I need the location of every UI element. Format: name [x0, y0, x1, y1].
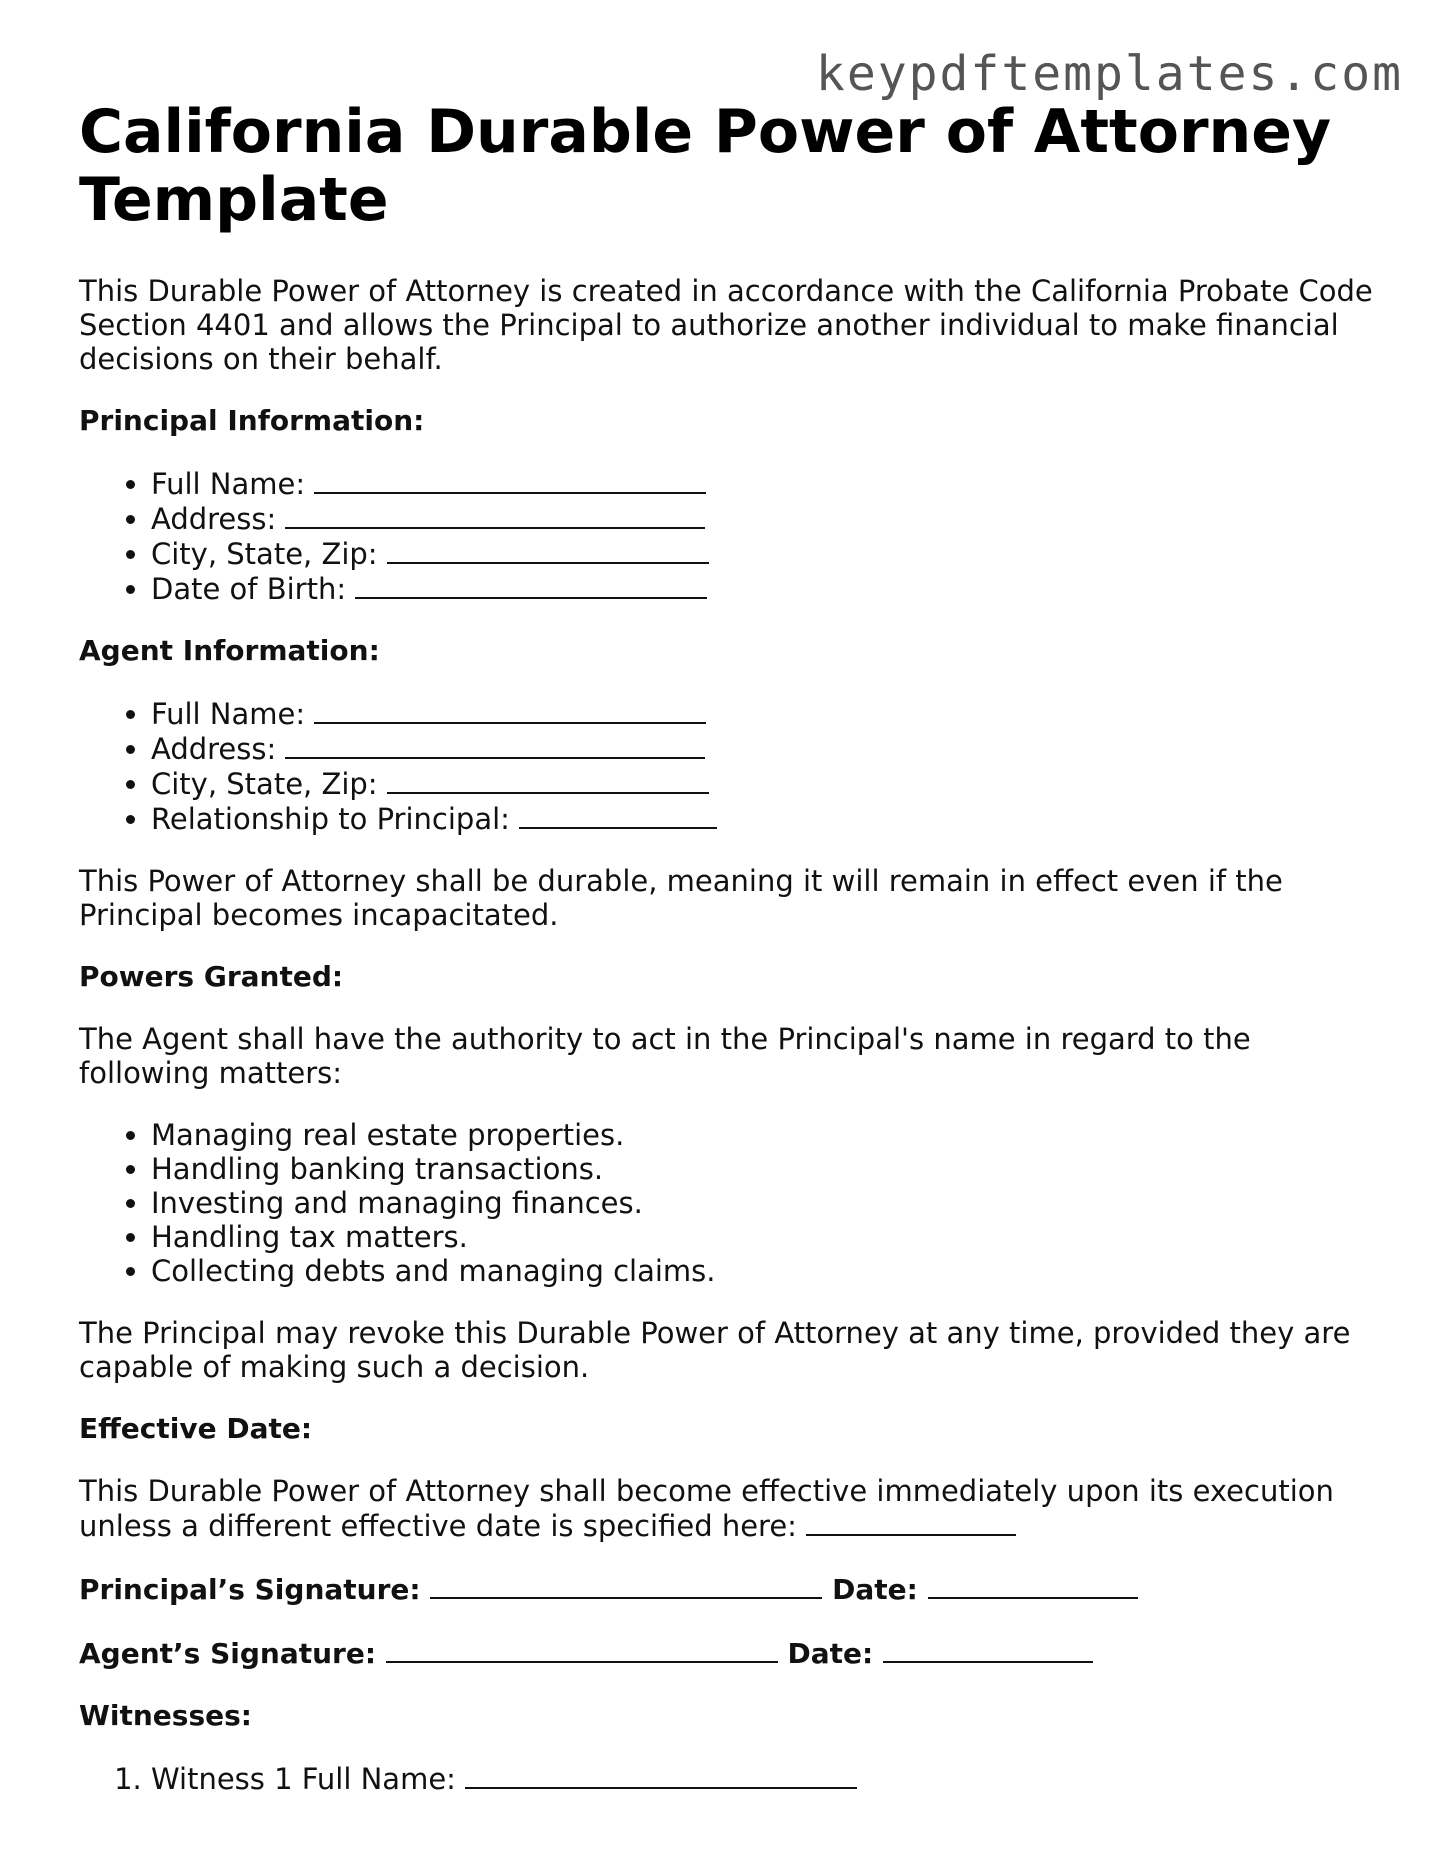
agent-address-label: Address:: [151, 732, 286, 766]
principal-date-of-birth-blank[interactable]: [355, 571, 707, 599]
principal-date-of-birth-label: Date of Birth:: [151, 572, 356, 606]
agent-date-label: Date:: [787, 1637, 883, 1670]
effective-date-text: This Durable Power of Attorney shall become effective immediately upon its execution unless a different effective date is specified here:: [79, 1474, 1334, 1543]
principal-signature-label: Principal’s Signature:: [79, 1573, 431, 1606]
intro-paragraph: This Durable Power of Attorney is created in accordance with the California Probate Code Section 4401 and allows the Principal to authorize another individual to make financial decisions on their behalf.: [79, 274, 1373, 376]
agent-date-blank[interactable]: [883, 1635, 1093, 1663]
list-item: [151, 731, 1379, 766]
principal-signature-blank[interactable]: [430, 1571, 822, 1599]
principal-signature-line: [79, 1571, 1379, 1607]
witness-1-label: Witness 1 Full Name:: [151, 1762, 466, 1796]
agent-relationship-label: Relationship to Principal:: [151, 802, 520, 836]
powers-intro: The Agent shall have the authority to act in the Principal's name in regard to the following matters:: [79, 1022, 1251, 1090]
document-body: [79, 98, 1379, 1796]
witnesses-list: [79, 1761, 1379, 1796]
revocation-paragraph: The Principal may revoke this Durable Power of Attorney at any time, provided they are capable of making such a decision.: [79, 1316, 1351, 1384]
principal-date-blank[interactable]: [928, 1571, 1138, 1599]
list-item: • Handling banking transactions.: [151, 1152, 1379, 1186]
agent-heading: Agent Information:: [79, 634, 380, 667]
witnesses-heading: Witnesses:: [79, 1699, 252, 1732]
list-item: [151, 1761, 1379, 1796]
watermark-text: keypdftemplates.com: [815, 46, 1403, 102]
list-item: [151, 571, 1379, 606]
principal-city-state-zip-label: City, State, Zip:: [151, 537, 387, 571]
principal-fields-list: [79, 466, 1379, 606]
principal-address-label: Address:: [151, 502, 286, 536]
agent-full-name-blank[interactable]: [314, 696, 706, 724]
powers-list: [79, 1118, 1379, 1288]
list-item: [151, 466, 1379, 501]
principal-heading: Principal Information:: [79, 404, 425, 437]
effective-date-paragraph: [79, 1474, 1379, 1543]
list-item: [151, 536, 1379, 571]
agent-signature-line: [79, 1635, 1379, 1671]
powers-heading: Powers Granted:: [79, 960, 344, 993]
list-item: • Investing and managing finances.: [151, 1186, 1379, 1220]
principal-full-name-blank[interactable]: [314, 466, 706, 494]
principal-date-label: Date:: [832, 1573, 928, 1606]
agent-fields-list: [79, 696, 1379, 836]
agent-relationship-blank[interactable]: [519, 801, 717, 829]
principal-address-blank[interactable]: [285, 501, 705, 529]
list-item: [151, 801, 1379, 836]
agent-signature-blank[interactable]: [386, 1635, 778, 1663]
list-item: • Managing real estate properties.: [151, 1118, 1379, 1152]
agent-full-name-label: Full Name:: [151, 697, 315, 731]
agent-signature-label: Agent’s Signature:: [79, 1637, 386, 1670]
agent-city-state-zip-label: City, State, Zip:: [151, 767, 387, 801]
list-item: [151, 696, 1379, 731]
agent-address-blank[interactable]: [285, 731, 705, 759]
effective-date-blank[interactable]: [806, 1508, 1016, 1536]
durability-paragraph: This Power of Attorney shall be durable, meaning it will remain in effect even if the Principal becomes incapacitated.: [79, 864, 1283, 932]
principal-city-state-zip-blank[interactable]: [387, 536, 709, 564]
document-title: California Durable Power of Attorney Template: [79, 97, 1332, 235]
list-item: • Handling tax matters.: [151, 1220, 1379, 1254]
list-item: • Collecting debts and managing claims.: [151, 1254, 1379, 1288]
principal-full-name-label: Full Name:: [151, 467, 315, 501]
witness-1-blank[interactable]: [465, 1761, 857, 1789]
list-item: [151, 501, 1379, 536]
list-item: [151, 766, 1379, 801]
effective-date-heading: Effective Date:: [79, 1412, 313, 1445]
agent-city-state-zip-blank[interactable]: [387, 766, 709, 794]
